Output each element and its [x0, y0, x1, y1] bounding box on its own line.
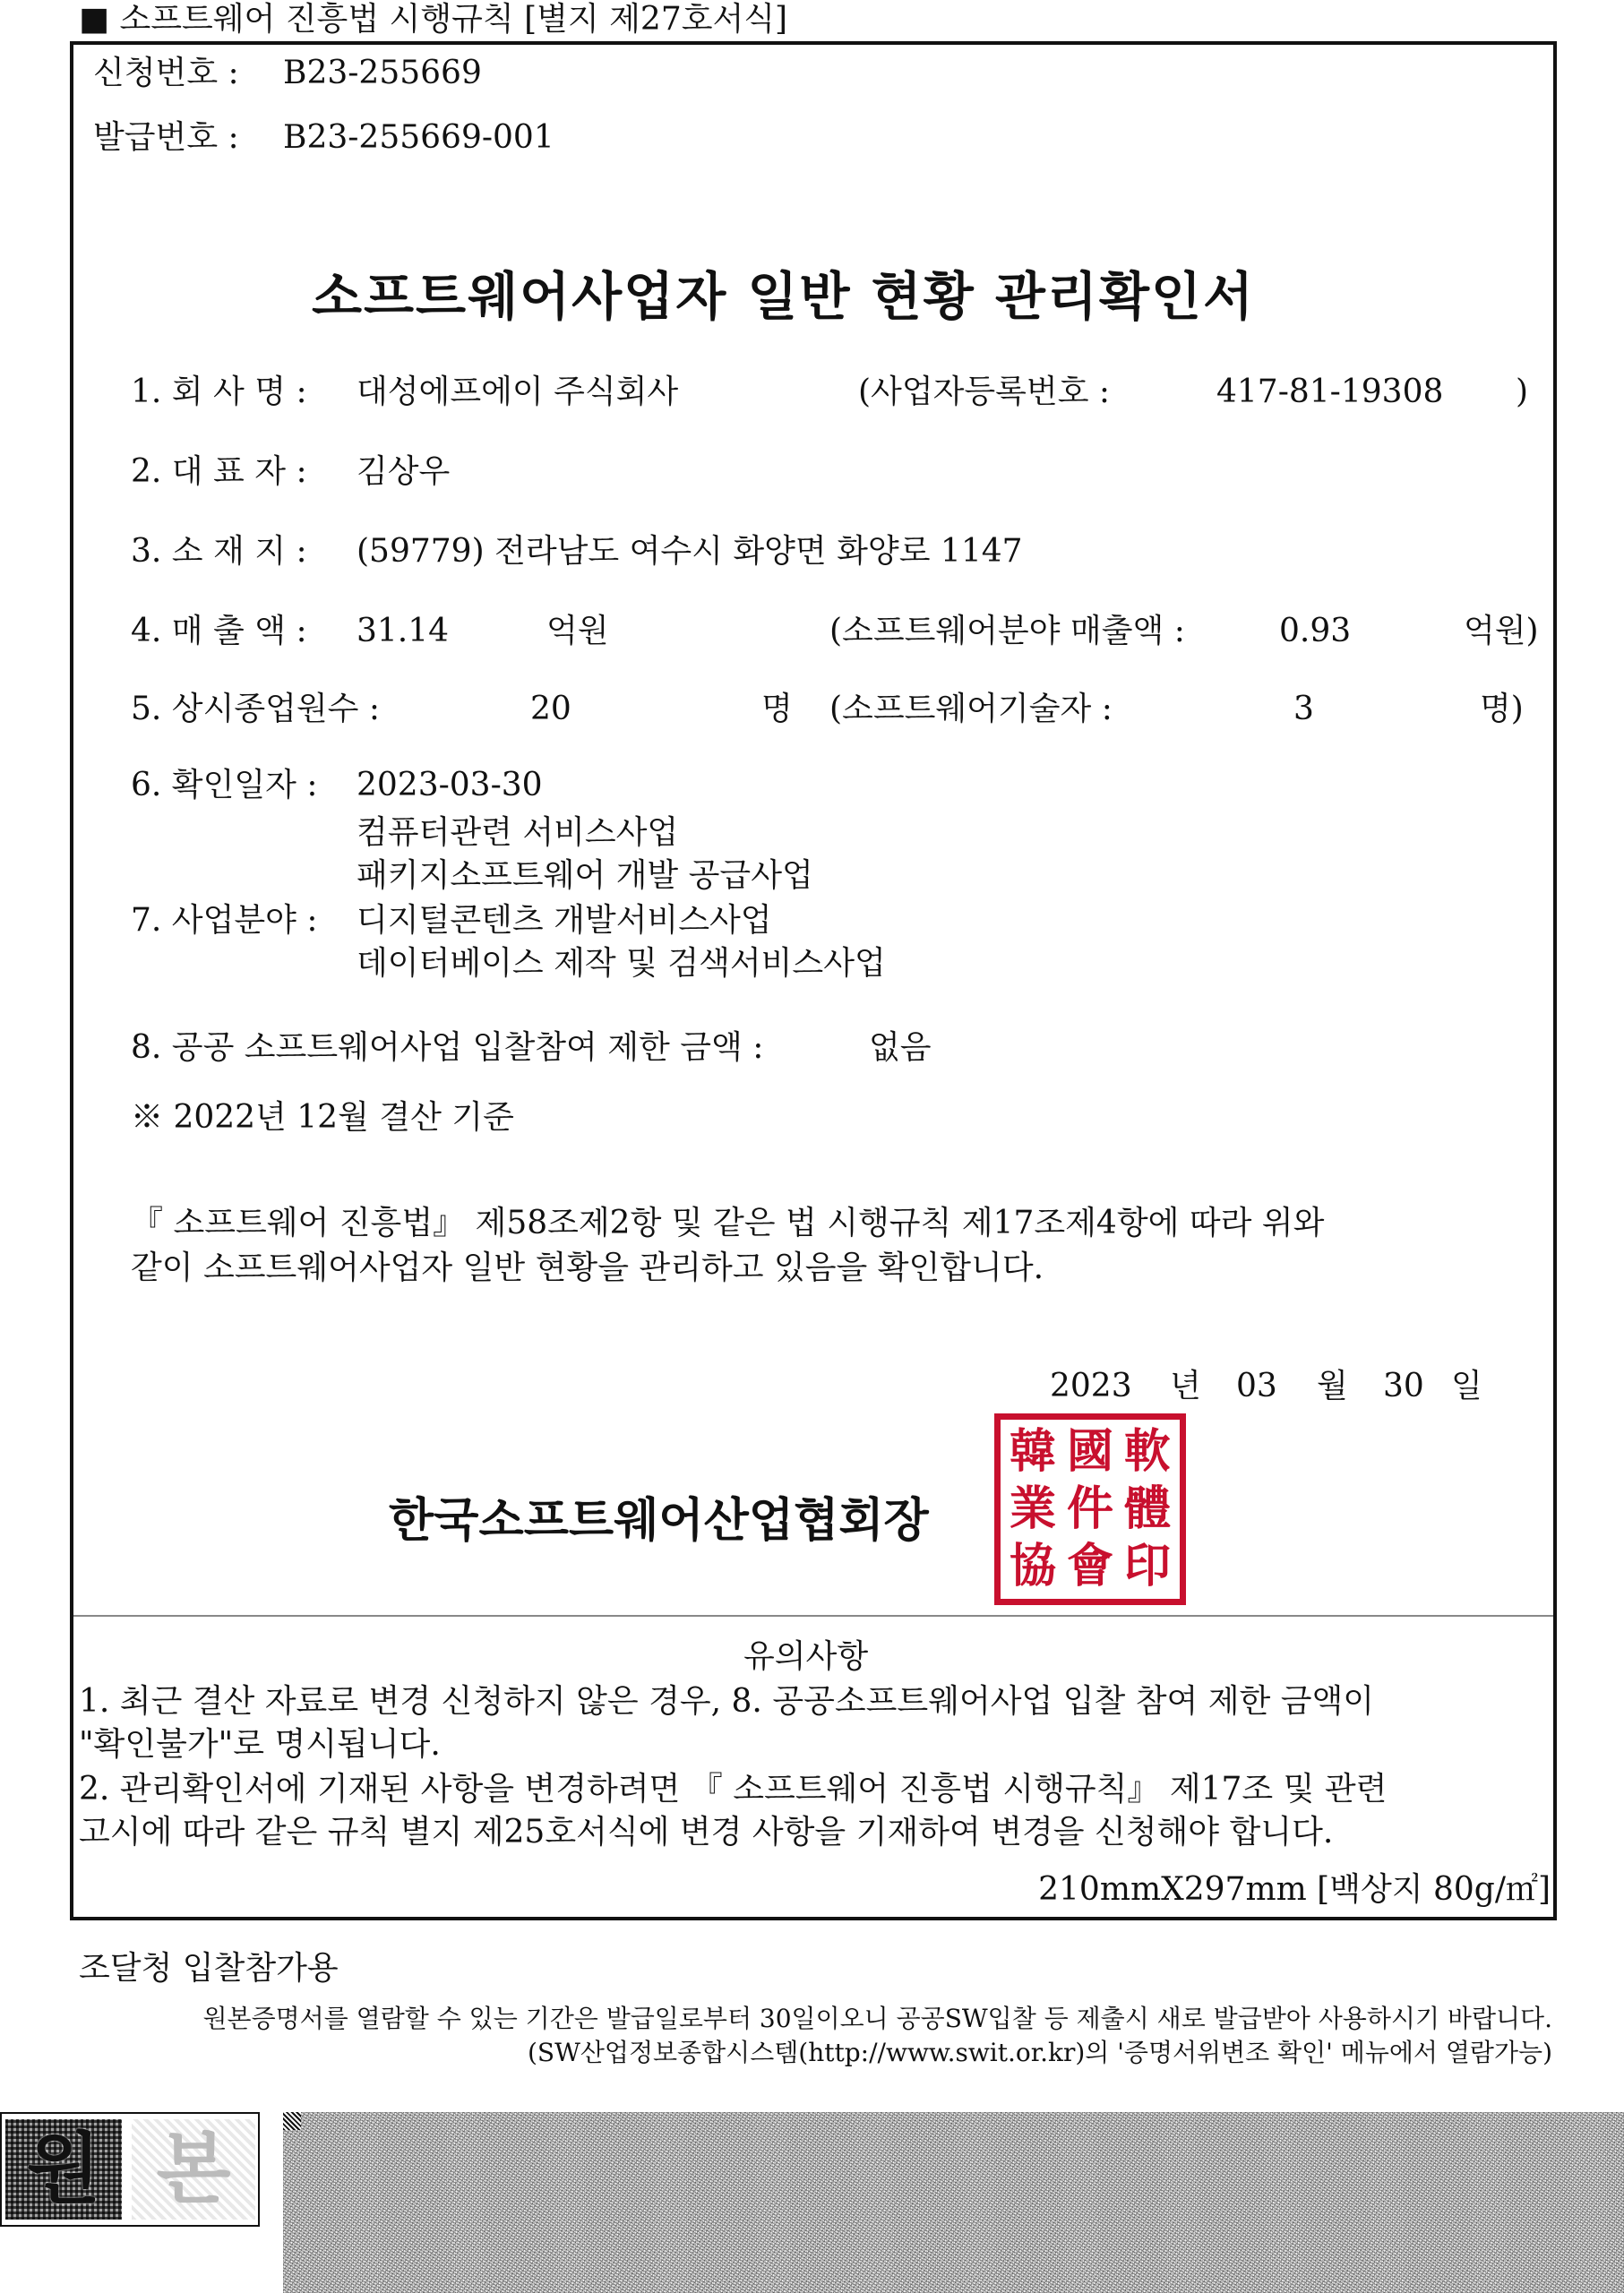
seal-char: 會 [1066, 1539, 1113, 1593]
statement-line: 같이 소프트웨어사업자 일반 현황을 관리하고 있음을 확인합니다. [131, 1250, 1044, 1286]
address-label: 3. 소 재 지 : [131, 533, 307, 570]
issue-year: 2023 [1050, 1368, 1132, 1404]
business-field: 디지털콘텐츠 개발서비스사업 [357, 902, 772, 939]
year-unit: 년 [1170, 1368, 1201, 1404]
employees-value: 20 [530, 691, 571, 727]
seal-char: 協 [1009, 1539, 1056, 1593]
seal-char: 韓 [1009, 1424, 1056, 1479]
issue-day: 30 [1383, 1368, 1424, 1404]
seal-char: 軟 [1123, 1424, 1171, 1479]
sales-unit: 억원 [546, 613, 609, 649]
business-field: 패키지소프트웨어 개발 공급사업 [357, 857, 813, 894]
notice-line: 2. 관리확인서에 기재된 사항을 변경하려면 『 소프트웨어 진흥법 시행규칙』 제17조 및 관련 [79, 1771, 1388, 1808]
sw-engineers-unit: 명) [1480, 691, 1524, 727]
seal-char: 印 [1123, 1539, 1171, 1593]
business-reg-close: ) [1516, 374, 1529, 410]
footer-note: (SW산업정보종합시스템(http://www.swit.or.kr)의 '증명서위변조 확인' 메뉴에서 열람가능) [527, 2038, 1552, 2067]
form-header: ■ 소프트웨어 진흥법 시행규칙 [별지 제27호서식] [79, 1, 788, 38]
address-value: (59779) 전라남도 여수시 화양면 화양로 1147 [357, 533, 1023, 570]
business-reg-label: (사업자등록번호 : [858, 374, 1111, 410]
stamp-char: 원 [26, 2125, 101, 2214]
business-field-label: 7. 사업분야 : [131, 902, 318, 939]
issue-number-label: 발급번호 : [93, 119, 239, 156]
sw-sales-value: 0.93 [1279, 613, 1352, 649]
notice-line: "확인불가"로 명시됩니다. [79, 1726, 441, 1763]
security-pattern [283, 2112, 1624, 2293]
business-reg-number: 417-81-19308 [1216, 374, 1444, 410]
sw-sales-unit: 억원) [1464, 613, 1539, 649]
sw-engineers-label: (소프트웨어기술자 : [829, 691, 1113, 727]
notice-line: 1. 최근 결산 자료로 변경 신청하지 않은 경우, 8. 공공소프트웨어사업 입찰 참여 제한 금액이 [79, 1683, 1375, 1720]
business-field: 데이터베이스 제작 및 검색서비스사업 [357, 945, 886, 982]
month-unit: 월 [1317, 1368, 1348, 1404]
issuer-name: 한국소프트웨어산업협회장 [389, 1494, 929, 1548]
company-label: 1. 회 사 명 : [131, 374, 307, 410]
bid-limit-label: 8. 공공 소프트웨어사업 입찰참여 제한 금액 : [131, 1029, 764, 1066]
paper-size: 210mmX297mm [백상지 80g/㎡] [1038, 1871, 1551, 1908]
official-seal [994, 1413, 1186, 1605]
seal-char: 體 [1123, 1481, 1171, 1536]
stamp-char: 본 [156, 2125, 231, 2214]
usage-purpose: 조달청 입찰참가용 [79, 1950, 339, 1987]
original-stamp-right [132, 2119, 255, 2220]
security-pattern-corner [283, 2112, 301, 2130]
issue-month: 03 [1236, 1368, 1277, 1404]
application-number: B23-255669 [283, 55, 482, 91]
original-stamp [0, 2112, 260, 2227]
seal-char: 國 [1066, 1424, 1113, 1479]
notice-heading: 유의사항 [743, 1638, 869, 1675]
settlement-note: ※ 2022년 12월 결산 기준 [131, 1099, 514, 1136]
employees-label: 5. 상시종업원수 : [131, 691, 381, 727]
document-title: 소프트웨어사업자 일반 현황 관리확인서 [312, 266, 1256, 327]
sales-label: 4. 매 출 액 : [131, 613, 307, 649]
company-name: 대성에프에이 주식회사 [357, 374, 679, 410]
business-field: 컴퓨터관련 서비스사업 [357, 814, 679, 851]
notice-line: 고시에 따라 같은 규칙 별지 제25호서식에 변경 사항을 기재하여 변경을 신청해야 합니다. [79, 1814, 1334, 1851]
sales-value: 31.14 [357, 613, 450, 649]
sw-sales-label: (소프트웨어분야 매출액 : [829, 613, 1185, 649]
ceo-name: 김상우 [357, 453, 451, 490]
issue-number: B23-255669-001 [283, 119, 554, 156]
confirm-date-label: 6. 확인일자 : [131, 767, 318, 803]
day-unit: 일 [1451, 1368, 1482, 1404]
bid-limit-value: 없음 [869, 1029, 932, 1066]
seal-char: 業 [1009, 1481, 1056, 1536]
employees-unit: 명 [761, 691, 793, 727]
footer-note: 원본증명서를 열람할 수 있는 기간은 발급일로부터 30일이오니 공공SW입찰 등 제출시 새로 발급받아 사용하시기 바랍니다. [202, 2004, 1552, 2033]
seal-char: 件 [1066, 1481, 1113, 1536]
application-number-label: 신청번호 : [93, 55, 239, 91]
sw-engineers-value: 3 [1293, 691, 1314, 727]
original-stamp-left [5, 2119, 122, 2220]
confirm-date-value: 2023-03-30 [357, 767, 543, 803]
ceo-label: 2. 대 표 자 : [131, 453, 307, 490]
statement-line: 『 소프트웨어 진흥법』 제58조제2항 및 같은 법 시행규칙 제17조제4항에 따라 위와 [131, 1205, 1325, 1241]
notice-divider [73, 1615, 1553, 1617]
